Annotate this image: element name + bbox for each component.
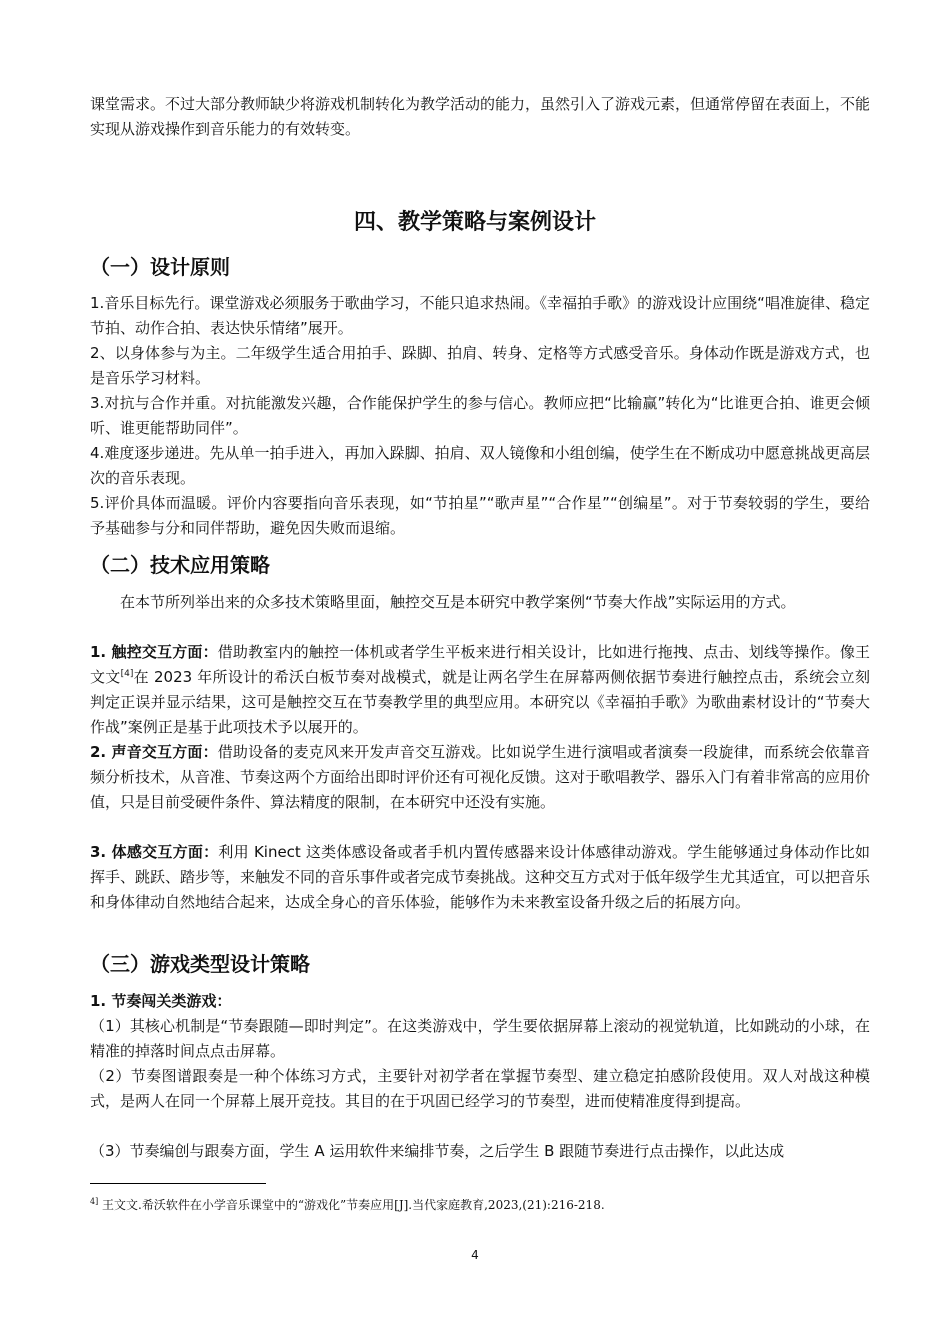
subsection-title-game-types: （三）游戏类型设计策略 bbox=[90, 952, 310, 976]
subsection-title-principles: （一）设计原则 bbox=[90, 255, 230, 279]
principle-item: 2、以身体参与为主。二年级学生适合用拍手、跺脚、拍肩、转身、定格等方式感受音乐。身体动作既是游戏方式，也是音乐学习材料。 bbox=[90, 344, 870, 387]
principle-item: 3.对抗与合作并重。对抗能激发兴趣，合作能保护学生的参与信心。教师应把“比输赢”转化为“比谁更合拍、谁更会倾听、谁更能帮助同伴”。 bbox=[90, 394, 870, 437]
game-type-item: （2）节奏图谱跟奏是一种个体练习方式，主要针对初学者在掌握节奏型、建立稳定拍感阶段使用。双人对战这种模式，是两人在同一个屏幕上展开竞技。其目的在于巩固已经学习的节奏型，进而使精准度得到提高。 bbox=[90, 1067, 870, 1110]
section-title: 四、教学策略与案例设计 bbox=[353, 210, 596, 235]
footnote-text: 王文文.希沃软件在小学音乐课堂中的“游戏化”节奏应用[J].当代家庭教育,2023,(21):216-218. bbox=[102, 1198, 605, 1212]
tech-item-label: 1. 触控交互方面： bbox=[90, 643, 218, 661]
footnote-divider bbox=[90, 1183, 266, 1184]
tech-item-text: 借助教室内的触控一体机或者学生平板来进行相关设计，比如进行拖拽、点击、划线等操作。像王文文 bbox=[90, 643, 870, 686]
tech-item-text: 利用 Kinect 这类体感设备或者手机内置传感器来设计体感律动游戏。学生能够通过身体动作比如挥手、跳跃、踏步等，来触发不同的音乐事件或者完成节奏挑战。这种交互方式对于低年级学生尤其适宜，可以把音乐和身体律动自然地结合起来，达成全身心的音乐体验，能够作为未来教室设备升级之后的拓展方向。 bbox=[90, 843, 871, 911]
citation-ref: [4] bbox=[120, 669, 134, 679]
tech-item-label: 2. 声音交互方面： bbox=[90, 743, 218, 761]
principle-item: 1.音乐目标先行。课堂游戏必须服务于歌曲学习，不能只追求热闹。《幸福拍手歌》的游戏设计应围绕“唱准旋律、稳定节拍、动作合拍、表达快乐情绪”展开。 bbox=[90, 294, 870, 337]
tech-item-text: 在 2023 年所设计的希沃白板节奏对战模式，就是让两名学生在屏幕两侧依据节奏进行触控点击，系统会立刻判定正误并显示结果，这可是触控交互在节奏教学里的典型应用。本研究以《幸福拍手歌》为歌曲素材设计的“节奏大作战”案例正是基于此项技术予以展开的。 bbox=[90, 668, 870, 736]
page-number: 4 bbox=[471, 1248, 479, 1262]
footnote-mark: 4] bbox=[90, 1197, 99, 1206]
tech-intro: 在本节所列举出来的众多技术策略里面，触控交互是本研究中教学案例“节奏大作战”实际运用的方式。 bbox=[120, 593, 796, 611]
tech-item-motion bbox=[90, 840, 870, 915]
principle-item: 5.评价具体而温暖。评价内容要指向音乐表现，如“节拍星”“歌声星”“合作星”“创编星”。对于节奏较弱的学生，要给予基础参与分和同伴帮助，避免因失败而退缩。 bbox=[90, 494, 870, 537]
game-type-item: （1）其核心机制是“节奏跟随—即时判定”。在这类游戏中，学生要依据屏幕上滚动的视觉轨道，比如跳动的小球，在精准的掉落时间点点击屏幕。 bbox=[90, 1017, 870, 1060]
game-type-item: （3）节奏编创与跟奏方面，学生 A 运用软件来编排节奏，之后学生 B 跟随节奏进行点击操作，以此达成 bbox=[90, 1142, 785, 1160]
tech-item-touch bbox=[90, 640, 870, 740]
principle-item: 4.难度逐步递进。先从单一拍手进入，再加入跺脚、拍肩、双人镜像和小组创编，使学生在不断成功中愿意挑战更高层次的音乐表现。 bbox=[90, 444, 870, 487]
footnote bbox=[90, 1196, 605, 1214]
tech-item-label: 3. 体感交互方面： bbox=[90, 843, 219, 861]
continuation-paragraph: 课堂需求。不过大部分教师缺少将游戏机制转化为教学活动的能力，虽然引入了游戏元素，但通常停留在表面上，不能实现从游戏操作到音乐能力的有效转变。 bbox=[90, 95, 871, 138]
game-type-heading: 1. 节奏闯关类游戏： bbox=[90, 992, 232, 1010]
subsection-title-tech: （二）技术应用策略 bbox=[90, 553, 270, 577]
tech-item-text: 借助设备的麦克风来开发声音交互游戏。比如说学生进行演唱或者演奏一段旋律，而系统会依靠音频分析技术，从音准、节奏这两个方面给出即时评价还有可视化反馈。这对于歌唱教学、器乐入门有着非常高的应用价值，只是目前受硬件条件、算法精度的限制，在本研究中还没有实施。 bbox=[90, 743, 871, 811]
tech-item-voice bbox=[90, 740, 870, 815]
